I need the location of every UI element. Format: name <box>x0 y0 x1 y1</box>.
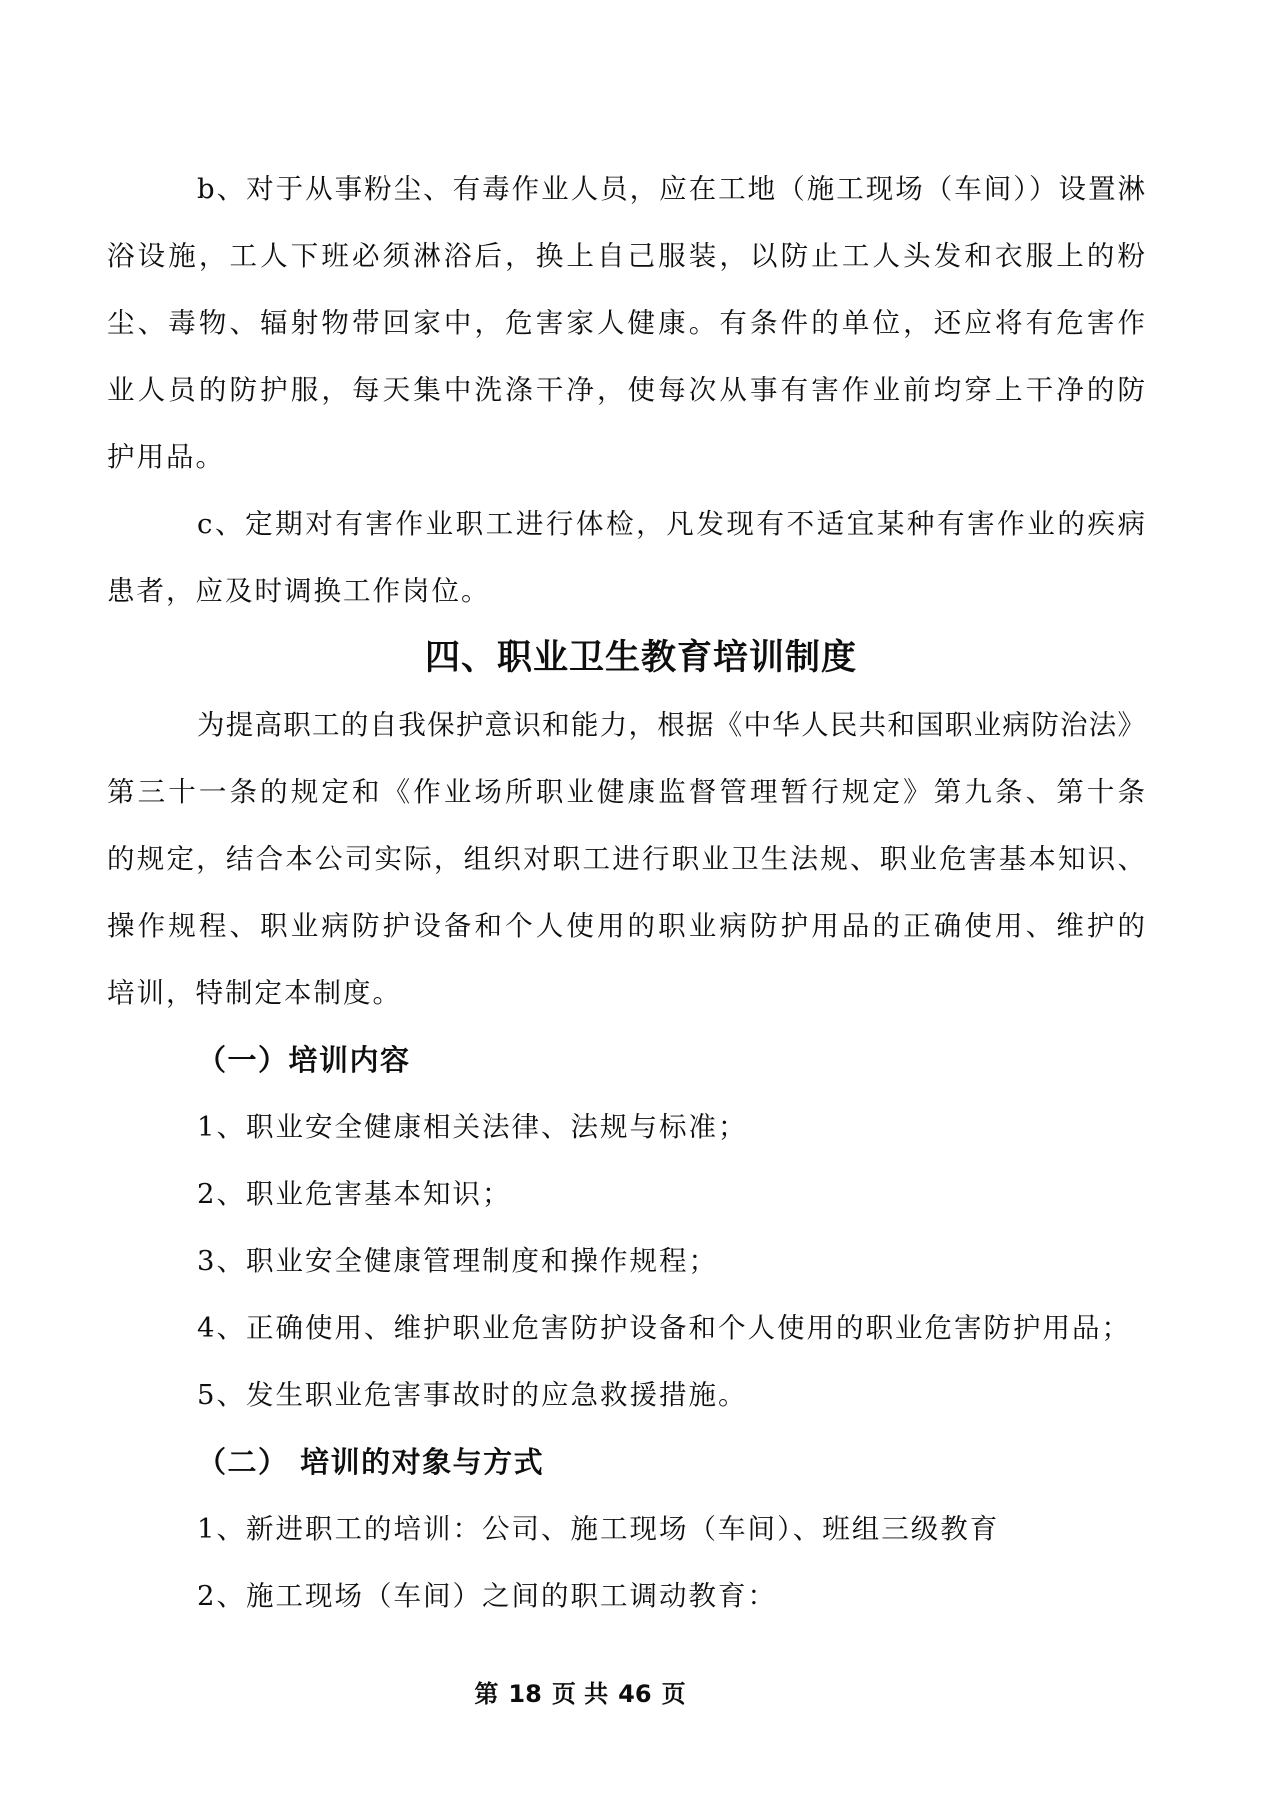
body-line: 为提高职工的自我保护意识和能力，根据《中华人民共和国职业病防治法》 <box>197 709 1145 741</box>
page-footer <box>50 1661 1110 1728</box>
footer-page-number: 18 <box>508 1680 542 1708</box>
body-line: 第三十一条的规定和《作业场所职业健康监督管理暂行规定》第九条、第十条 <box>107 776 1145 808</box>
footer-label-suffix: 页 <box>661 1680 686 1708</box>
body-line: b、对于从事粉尘、有毒作业人员，应在工地（施工现场（车间））设置淋 <box>197 173 1145 205</box>
subsection-heading: （一）培训内容 <box>197 1043 411 1077</box>
body-line: 的规定，结合本公司实际，组织对职工进行职业卫生法规、职业危害基本知识、 <box>107 843 1145 875</box>
body-line: 操作规程、职业病防护设备和个人使用的职业病防护用品的正确使用、维护的 <box>107 910 1145 942</box>
body-line: 浴设施，工人下班必须淋浴后，换上自己服装，以防止工人头发和衣服上的粉 <box>107 240 1145 272</box>
document-body <box>107 156 1145 1630</box>
body-line: 尘、毒物、辐射物带回家中，危害家人健康。有条件的单位，还应将有危害作 <box>107 307 1145 339</box>
body-line: 4、正确使用、维护职业危害防护设备和个人使用的职业危害防护用品； <box>197 1312 1131 1344</box>
footer-total-pages: 46 <box>618 1680 652 1708</box>
body-line: 患者，应及时调换工作岗位。 <box>107 575 491 607</box>
subsection-heading: （二） 培训的对象与方式 <box>197 1445 545 1479</box>
body-line: 护用品。 <box>107 441 225 473</box>
body-line: 2、施工现场（车间）之间的职工调动教育： <box>197 1580 777 1612</box>
body-line: 培训，特制定本制度。 <box>107 977 402 1009</box>
footer-label-prefix: 第 <box>474 1680 499 1708</box>
footer-label-middle: 页 共 <box>551 1680 609 1708</box>
body-line: c、定期对有害作业职工进行体检，凡发现有不适宜某种有害作业的疾病 <box>197 508 1145 540</box>
body-line: 业人员的防护服，每天集中洗涤干净，使每次从事有害作业前均穿上干净的防 <box>107 374 1145 406</box>
body-line: 2、职业危害基本知识； <box>197 1178 512 1210</box>
body-line: 3、职业安全健康管理制度和操作规程； <box>197 1245 718 1277</box>
body-line: 1、职业安全健康相关法律、法规与标准； <box>197 1111 748 1143</box>
body-line: 5、发生职业危害事故时的应急救援措施。 <box>197 1379 748 1411</box>
section-heading: 四、职业卫生教育培训制度 <box>424 638 857 678</box>
body-line: 1、新进职工的培训：公司、施工现场（车间）、班组三级教育 <box>197 1513 1000 1545</box>
